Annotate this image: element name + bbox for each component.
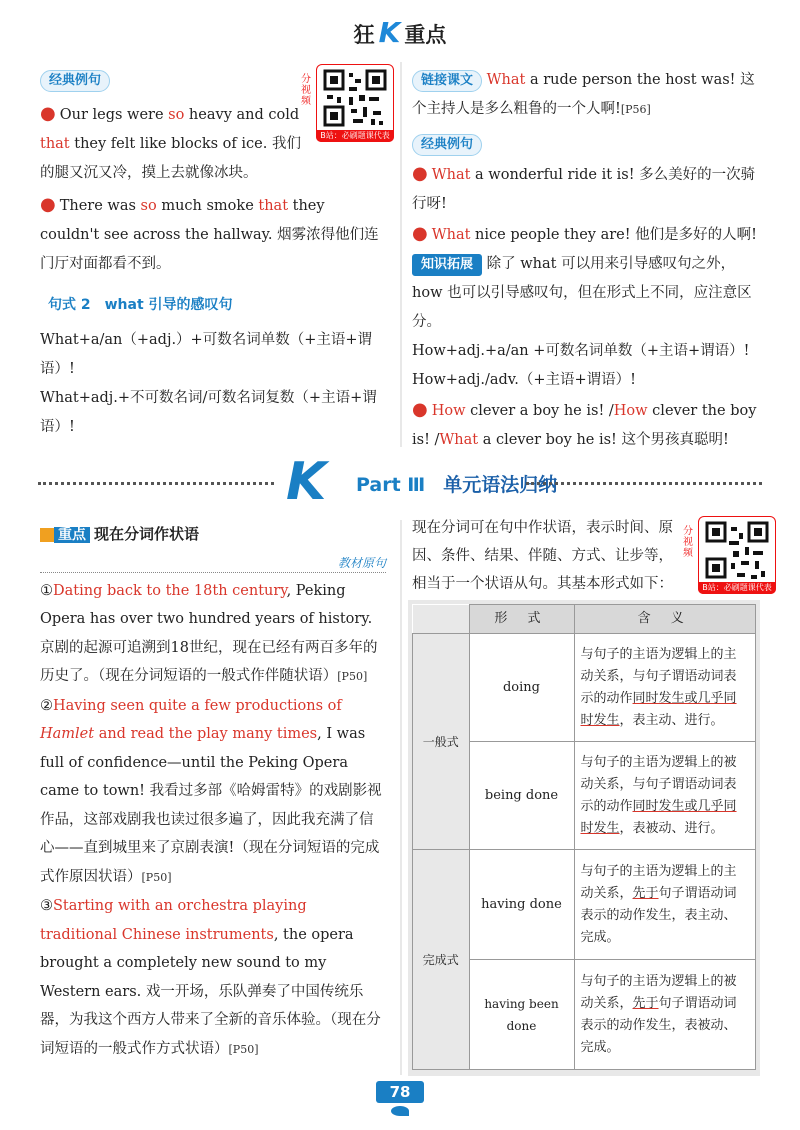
classic-examples-badge: 经典例句 — [412, 134, 482, 156]
video-label: 分视频 — [683, 526, 693, 559]
dotted-rule — [38, 482, 274, 485]
group-perfect: 完成式 — [413, 850, 470, 1070]
bullet-icon: ● — [412, 399, 428, 420]
formula: What+a/an（+adj.）+可数名词单数（+主语+谓语）! — [40, 332, 373, 377]
link-text-badge: 链接课文 — [412, 70, 482, 92]
example-sentence: ● How clever a boy he is! /How clever the boy is! /What a clever boy he is! 这个男孩真聪明! — [412, 399, 757, 448]
bullet-icon: ● — [412, 163, 428, 184]
example-sentence: ● Our legs were so heavy and cold that they felt like blocks of ice. 我们的腿又沉又冷，摸上去就像冰块。 — [40, 103, 301, 181]
left-bottom-column — [40, 520, 386, 1064]
header-left: 狂 — [353, 23, 375, 47]
example-sentence: ● What a wonderful ride it is! 多么美好的一次骑行呀! — [412, 163, 756, 212]
meaning-cell: 与句子的主语为逻辑上的主动关系，与句子谓语动词表示的动作同时发生或几乎同时发生，表主动、进行。 — [574, 634, 756, 742]
part-section-header — [38, 452, 762, 512]
knowledge-extension-badge: 知识拓展 — [412, 254, 482, 276]
meaning-cell: 与句子的主语为逻辑上的被动关系，与句子谓语动词表示的动作同时发生或几乎同时发生，表被动、进行。 — [574, 742, 756, 850]
meaning-cell: 与句子的主语为逻辑上的被动关系，先于句子谓语动词表示的动作发生，表被动、完成。 — [574, 960, 756, 1070]
key-point-title: 重点 现在分词作状语 — [40, 520, 386, 550]
textbook-sentence: ①Dating back to the 18th century, Peking Opera has over two hundred years of history. 京剧的起源可追溯到18世纪，现在已经有两百多年的历史了。（现在分词短语的一般式作伴随状语）[P50] — [40, 582, 378, 684]
table-header-form: 形 式 — [469, 605, 574, 634]
dotted-rule — [526, 482, 762, 485]
knowledge-extension: 知识拓展 除了 what 可以用来引导感叹句之外，how 也可以引导感叹句，但在形式上不同，应注意区分。 — [412, 256, 752, 330]
bullet-icon: ● — [40, 194, 56, 215]
part-title: Part Ⅲ 单元语法归纳 — [356, 474, 558, 496]
k-logo-icon: K — [286, 452, 327, 512]
source-label: 教材原句 — [40, 554, 386, 573]
right-top-column — [412, 66, 762, 455]
classic-examples-badge: 经典例句 — [40, 70, 110, 92]
textbook-sentence: ②Having seen quite a few productions of Hamlet and read the play many times, I was full of confidence—until the Peking Opera came to town! 我看过多部《哈姆雷特》的戏剧影视作品，这部戏剧我也读过很多遍了，因此我充满了信心——直到城里来了京剧表演!（现在分词短语的完成式作原因状语）[P50] — [40, 697, 382, 885]
formula: How+adj./adv.（+主语+谓语）! — [412, 372, 636, 388]
example-sentence: ● There was so much smoke that they couldn't see across the hallway. 烟雾浓得他们连门厅对面都看不到。 — [40, 194, 379, 272]
video-label: 分视频 — [301, 74, 311, 107]
book-icon — [40, 528, 54, 542]
form-cell: having done — [469, 850, 574, 960]
intro-text: 现在分词可在句中作状语，表示时间、原因、条件、结果、伴随、方式、让步等，相当于一个状语从句。其基本形式如下： — [412, 520, 673, 592]
pattern-title: 句式 2 what 引导的感叹句 — [48, 297, 233, 313]
column-divider — [400, 62, 402, 447]
header-k-logo: K — [378, 16, 401, 49]
page-header — [0, 16, 800, 49]
page-number: 78 — [376, 1081, 424, 1103]
column-divider — [400, 520, 402, 1075]
example-sentence: ● What nice people they are! 他们是多好的人啊! — [412, 223, 758, 244]
qr-tag: B站：必刷题课代表 — [316, 130, 394, 142]
table-header-meaning: 含 义 — [574, 605, 756, 634]
formula: How+adj.+a/an +可数名词单数（+主语+谓语）! — [412, 343, 750, 359]
form-cell: having been done — [469, 960, 574, 1070]
link-text: 链接课文 What a rude person the host was! 这个主持人是多么粗鲁的一个人啊![P56] — [412, 72, 755, 117]
bird-icon — [391, 1106, 409, 1116]
table-corner — [413, 605, 470, 634]
group-simple: 一般式 — [413, 634, 470, 850]
forms-table — [412, 604, 756, 1070]
form-cell: being done — [469, 742, 574, 850]
table-panel — [408, 600, 760, 1076]
meaning-cell: 与句子的主语为逻辑上的主动关系，先于句子谓语动词表示的动作发生，表主动、完成。 — [574, 850, 756, 960]
qr-tag: B站：必刷题课代表 — [698, 582, 776, 594]
header-right: 重点 — [404, 23, 447, 47]
textbook-sentence: ③Starting with an orchestra playing traditional Chinese instruments, the opera brought a completely new sound to my Western ears. 戏一开场，乐队弹奏了中国传统乐器，为我这个西方人带来了全新的音乐体验。（现在分词短语的一般式作方式状语）[P50] — [40, 898, 381, 1057]
form-cell: doing — [469, 634, 574, 742]
bullet-icon: ● — [412, 223, 428, 244]
bullet-icon: ● — [40, 103, 56, 124]
formula: What+adj.+不可数名词/可数名词复数（+主语+谓语）! — [40, 390, 377, 435]
